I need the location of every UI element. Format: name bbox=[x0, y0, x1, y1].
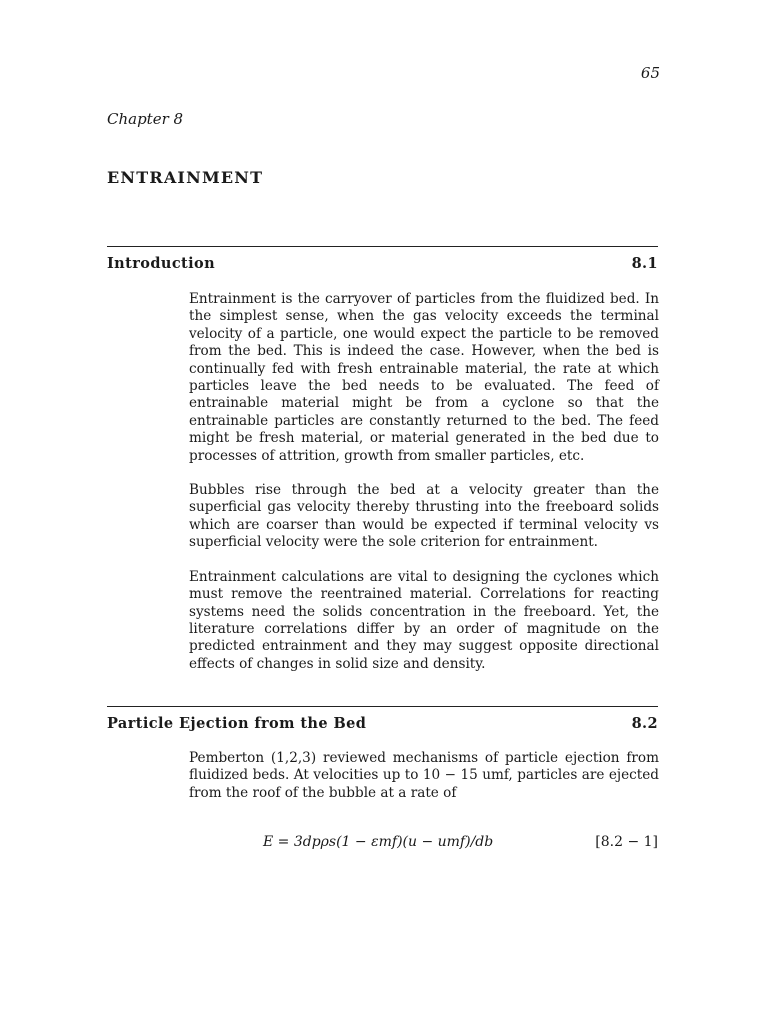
section-number: 8.1 bbox=[631, 255, 658, 272]
section-divider bbox=[107, 706, 658, 707]
section-heading bbox=[107, 255, 658, 272]
section-number: 8.2 bbox=[631, 715, 658, 732]
section-body bbox=[189, 291, 659, 690]
section-divider bbox=[107, 246, 658, 247]
paragraph: Entrainment is the carryover of particles from the fluidized bed. In the simplest sense, when the gas velocity exceeds the terminal velocity of a particle, one would expect the particle to be removed from the bed. This is indeed the case. However, when the bed is continually fed with fresh entrainable material, the rate at which particles leave the bed needs to be evaluated. The feed of entrainable material might be from a cyclone so that the entrainable particles are constantly returned to the bed. The feed might be fresh material, or material generated in the bed due to processes of attrition, growth from smaller particles, etc. bbox=[189, 291, 659, 464]
paragraph: Entrainment calculations are vital to designing the cyclones which must remove the reentrained material. Correlations for reacting systems need the solids concentration in the freeboard. Yet, the literature correlations differ by an order of magnitude on the predicted entrainment and they may suggest opposite directional effects of changes in solid size and density. bbox=[189, 568, 659, 672]
paragraph: Bubbles rise through the bed at a velocity greater than the superficial gas velocity thereby thrusting into the freeboard solids which are coarser than would be expected if terminal velocity vs superficial velocity were the sole criterion for entrainment. bbox=[189, 482, 659, 551]
section-title: Particle Ejection from the Bed bbox=[107, 715, 367, 732]
section-title: Introduction bbox=[107, 255, 216, 272]
paragraph: Pemberton (1,2,3) reviewed mechanisms of particle ejection from fluidized beds. At velocities up to 10 − 15 umf, particles are ejected from the roof of the bubble at a rate of bbox=[189, 750, 659, 801]
page-number: 65 bbox=[640, 64, 660, 82]
chapter-label: Chapter 8 bbox=[107, 110, 184, 128]
section-body bbox=[189, 750, 659, 819]
equation bbox=[189, 834, 658, 854]
equation-number: [8.2 − 1] bbox=[595, 834, 658, 850]
chapter-title: ENTRAINMENT bbox=[107, 168, 264, 187]
section-heading bbox=[107, 715, 658, 732]
equation-body: E = 3dpρs(1 − εmf)(u − umf)/db bbox=[263, 834, 494, 850]
